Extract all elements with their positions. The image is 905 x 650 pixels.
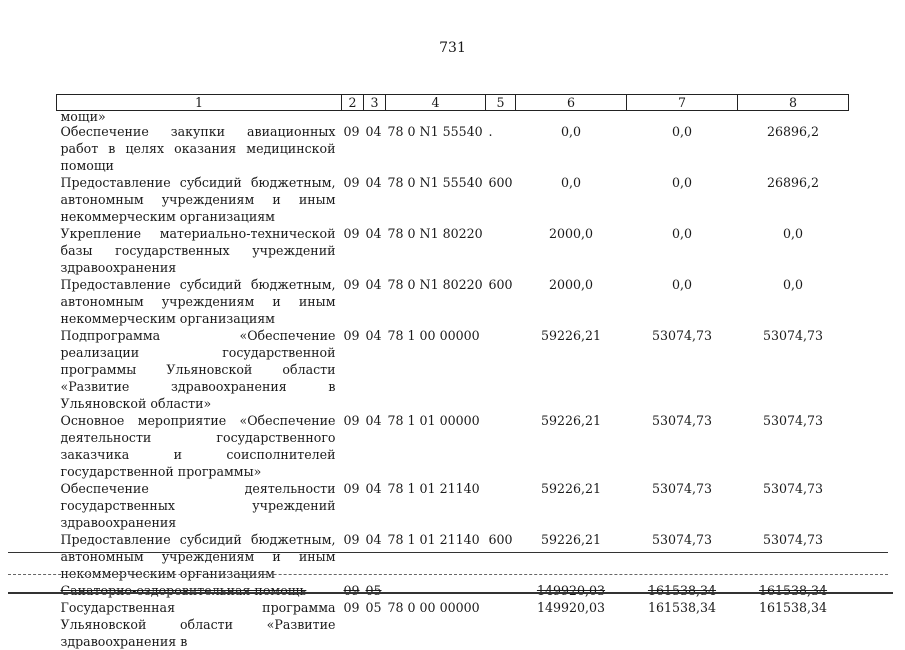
row-name: Подпрограмма «Обеспечение реализации государственной программы Ульяновской области «Развитие здравоохранения в Ульяновской области» bbox=[57, 327, 342, 412]
row-expense-type bbox=[486, 480, 516, 531]
row-value-6: 59226,21 bbox=[516, 412, 627, 480]
row-value-7 bbox=[627, 111, 738, 124]
row-target-code: 78 1 00 00000 bbox=[386, 327, 486, 412]
row-expense-type: 600 bbox=[486, 276, 516, 327]
row-section: 09 bbox=[342, 327, 364, 412]
table-row bbox=[57, 599, 849, 650]
header-col-3: 3 bbox=[364, 95, 386, 111]
row-name: Государственная программа Ульяновской области «Развитие здравоохранения в bbox=[57, 599, 342, 650]
row-section: 09 bbox=[342, 174, 364, 225]
table-row bbox=[57, 327, 849, 412]
row-name: Укрепление материально-технической базы государственных учреждений здравоохранения bbox=[57, 225, 342, 276]
row-target-code: 78 1 01 21140 bbox=[386, 531, 486, 582]
row-value-8: 0,0 bbox=[738, 276, 849, 327]
budget-table bbox=[56, 94, 849, 650]
header-col-6: 6 bbox=[516, 95, 627, 111]
header-col-8: 8 bbox=[738, 95, 849, 111]
row-value-6: 2000,0 bbox=[516, 276, 627, 327]
row-section: 09 bbox=[342, 276, 364, 327]
row-section: 09 bbox=[342, 531, 364, 582]
row-name: мощи» bbox=[57, 111, 342, 124]
row-subsection: 04 bbox=[364, 412, 386, 480]
row-target-code bbox=[386, 111, 486, 124]
scan-rule-bottom bbox=[8, 592, 893, 594]
row-section: 09 bbox=[342, 412, 364, 480]
row-name: Предоставление субсидий бюджетным, автономным учреждениям и иным некоммерческим организациям bbox=[57, 174, 342, 225]
row-subsection: 04 bbox=[364, 276, 386, 327]
table-row bbox=[57, 225, 849, 276]
row-value-8: 53074,73 bbox=[738, 480, 849, 531]
row-value-6: 59226,21 bbox=[516, 480, 627, 531]
row-name: Санаторно-оздоровительная помощь bbox=[57, 582, 342, 599]
header-col-7: 7 bbox=[627, 95, 738, 111]
row-expense-type: 600 bbox=[486, 174, 516, 225]
row-value-6: 2000,0 bbox=[516, 225, 627, 276]
row-value-7: 0,0 bbox=[627, 225, 738, 276]
row-target-code: 78 0 N1 80220 bbox=[386, 276, 486, 327]
row-subsection: 04 bbox=[364, 327, 386, 412]
row-value-7: 161538,34 bbox=[627, 599, 738, 650]
row-value-6: 59226,21 bbox=[516, 327, 627, 412]
row-name: Обеспечение закупки авиационных работ в целях оказания медицинской помощи bbox=[57, 123, 342, 174]
row-value-6: 0,0 bbox=[516, 174, 627, 225]
header-col-5: 5 bbox=[486, 95, 516, 111]
row-section: 09 bbox=[342, 599, 364, 650]
row-value-8: 161538,34 bbox=[738, 599, 849, 650]
row-expense-type bbox=[486, 412, 516, 480]
row-value-7: 0,0 bbox=[627, 123, 738, 174]
table-row bbox=[57, 276, 849, 327]
row-section bbox=[342, 111, 364, 124]
row-subsection: 05 bbox=[364, 582, 386, 599]
row-name: Обеспечение деятельности государственных учреждений здравоохранения bbox=[57, 480, 342, 531]
row-subsection: 04 bbox=[364, 123, 386, 174]
row-section: 09 bbox=[342, 582, 364, 599]
row-value-8: 0,0 bbox=[738, 225, 849, 276]
row-name: Основное мероприятие «Обеспечение деятельности государственного заказчика и соисполнителей государственной программы» bbox=[57, 412, 342, 480]
row-target-code: 78 0 N1 55540 bbox=[386, 123, 486, 174]
row-expense-type bbox=[486, 327, 516, 412]
row-target-code bbox=[386, 582, 486, 599]
row-value-8: 53074,73 bbox=[738, 327, 849, 412]
row-target-code: 78 1 01 00000 bbox=[386, 412, 486, 480]
row-expense-type bbox=[486, 599, 516, 650]
row-value-7: 53074,73 bbox=[627, 327, 738, 412]
table-row bbox=[57, 582, 849, 599]
row-section: 09 bbox=[342, 225, 364, 276]
row-value-6: 149920,03 bbox=[516, 599, 627, 650]
scan-rule-top bbox=[8, 552, 888, 553]
row-value-8: 26896,2 bbox=[738, 174, 849, 225]
row-value-8: 53074,73 bbox=[738, 412, 849, 480]
row-subsection bbox=[364, 111, 386, 124]
row-value-7: 53074,73 bbox=[627, 480, 738, 531]
row-value-7: 0,0 bbox=[627, 276, 738, 327]
row-subsection: 04 bbox=[364, 174, 386, 225]
row-value-6: 0,0 bbox=[516, 123, 627, 174]
row-expense-type: . bbox=[486, 123, 516, 174]
row-subsection: 04 bbox=[364, 225, 386, 276]
row-value-7: 161538,34 bbox=[627, 582, 738, 599]
row-name: Предоставление субсидий бюджетным, автономным учреждениям и иным некоммерческим организациям bbox=[57, 531, 342, 582]
header-col-4: 4 bbox=[386, 95, 486, 111]
table-header bbox=[57, 95, 849, 111]
table-body bbox=[57, 111, 849, 650]
row-value-6: 149920,03 bbox=[516, 582, 627, 599]
table-row bbox=[57, 111, 849, 124]
table-row bbox=[57, 123, 849, 174]
table-row bbox=[57, 412, 849, 480]
row-section: 09 bbox=[342, 123, 364, 174]
row-value-8: 53074,73 bbox=[738, 531, 849, 582]
row-expense-type bbox=[486, 582, 516, 599]
scan-rule-mid bbox=[8, 574, 888, 575]
row-value-8: 26896,2 bbox=[738, 123, 849, 174]
page-number: 731 bbox=[0, 40, 905, 56]
row-value-7: 0,0 bbox=[627, 174, 738, 225]
table-row bbox=[57, 480, 849, 531]
row-subsection: 04 bbox=[364, 480, 386, 531]
table-row bbox=[57, 174, 849, 225]
row-name: Предоставление субсидий бюджетным, автономным учреждениям и иным некоммерческим организациям bbox=[57, 276, 342, 327]
row-target-code: 78 0 00 00000 bbox=[386, 599, 486, 650]
row-subsection: 05 bbox=[364, 599, 386, 650]
row-value-8 bbox=[738, 111, 849, 124]
row-subsection: 04 bbox=[364, 531, 386, 582]
row-value-7: 53074,73 bbox=[627, 412, 738, 480]
row-expense-type bbox=[486, 111, 516, 124]
row-target-code: 78 0 N1 80220 bbox=[386, 225, 486, 276]
row-value-7: 53074,73 bbox=[627, 531, 738, 582]
row-value-6 bbox=[516, 111, 627, 124]
row-target-code: 78 1 01 21140 bbox=[386, 480, 486, 531]
header-col-2: 2 bbox=[342, 95, 364, 111]
row-expense-type: 600 bbox=[486, 531, 516, 582]
header-col-1: 1 bbox=[57, 95, 342, 111]
row-section: 09 bbox=[342, 480, 364, 531]
row-value-6: 59226,21 bbox=[516, 531, 627, 582]
row-value-8: 161538,34 bbox=[738, 582, 849, 599]
row-target-code: 78 0 N1 55540 bbox=[386, 174, 486, 225]
row-expense-type bbox=[486, 225, 516, 276]
